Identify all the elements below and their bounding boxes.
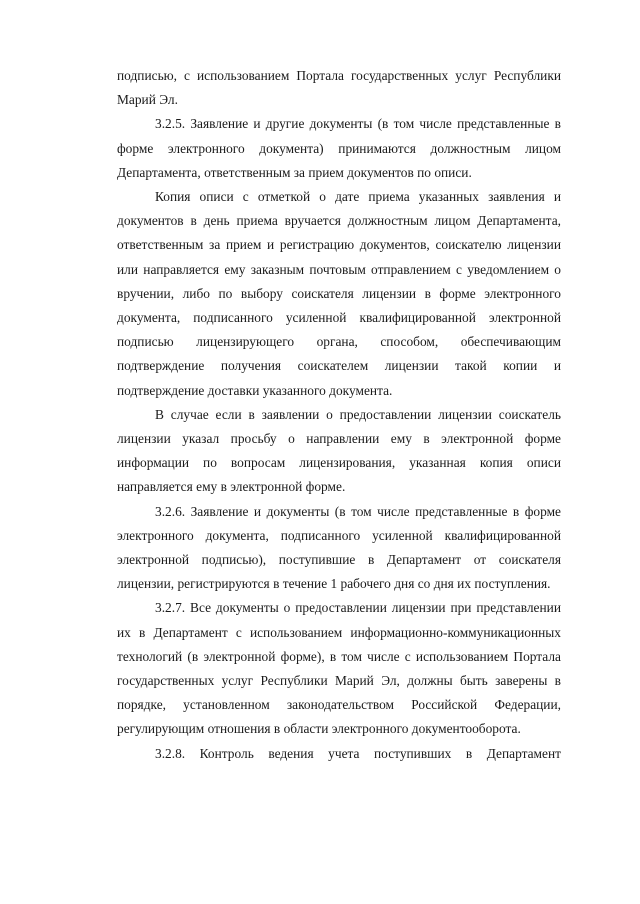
paragraph-3-2-5: 3.2.5. Заявление и другие документы (в том числе представленные в форме электронного документа) принимаются должностным лицом Департамента, ответственным за прием документов по описи. bbox=[117, 116, 561, 180]
document-body bbox=[117, 64, 561, 766]
paragraph-3-2-6: 3.2.6. Заявление и документы (в том числе представленные в форме электронного документа, подписанного усиленной квалифицированной электронной подписью), поступившие в Департамент от соискателя лицензии, регистрируются в течение 1 рабочего дня со дня их поступления. bbox=[117, 503, 561, 592]
paragraph-3-2-7: 3.2.7. Все документы о предоставлении лицензии при представлении их в Департамент с использованием информационно-коммуникационных технологий (в электронной форме), в том числе с использованием Портала государственных услуг Республики Марий Эл, должны быть заверены в порядке, установленном законодательством Российской Федерации, регулирующим отношения в области электронного документооборота. bbox=[117, 600, 561, 737]
paragraph-3-2-8: 3.2.8. Контроль ведения учета поступивших в Департамент bbox=[155, 745, 561, 761]
paragraph-continuation: подписью, с использованием Портала государственных услуг Республики Марий Эл. bbox=[117, 68, 561, 108]
paragraph-electronic-request: В случае если в заявлении о предоставлении лицензии соискатель лицензии указал просьбу о направлении ему в электронной форме информации по вопросам лицензирования, указанная копия описи направляется ему в электронной форме. bbox=[117, 406, 561, 495]
paragraph-copy-of-inventory: Копия описи с отметкой о дате приема указанных заявления и документов в день приема вручается должностным лицом Департамента, ответственным за прием и регистрацию документов, соискателю лицензии или направляется ему заказным почтовым отправлением с уведомлением о вручении, либо по выбору соискателя лицензии в форме электронного документа, подписанного усиленной квалифицированной электронной подписью лицензирующего органа, способом, обеспечивающим подтверждение получения соискателем лицензии такой копии и подтверждение доставки указанного документа. bbox=[117, 189, 561, 398]
